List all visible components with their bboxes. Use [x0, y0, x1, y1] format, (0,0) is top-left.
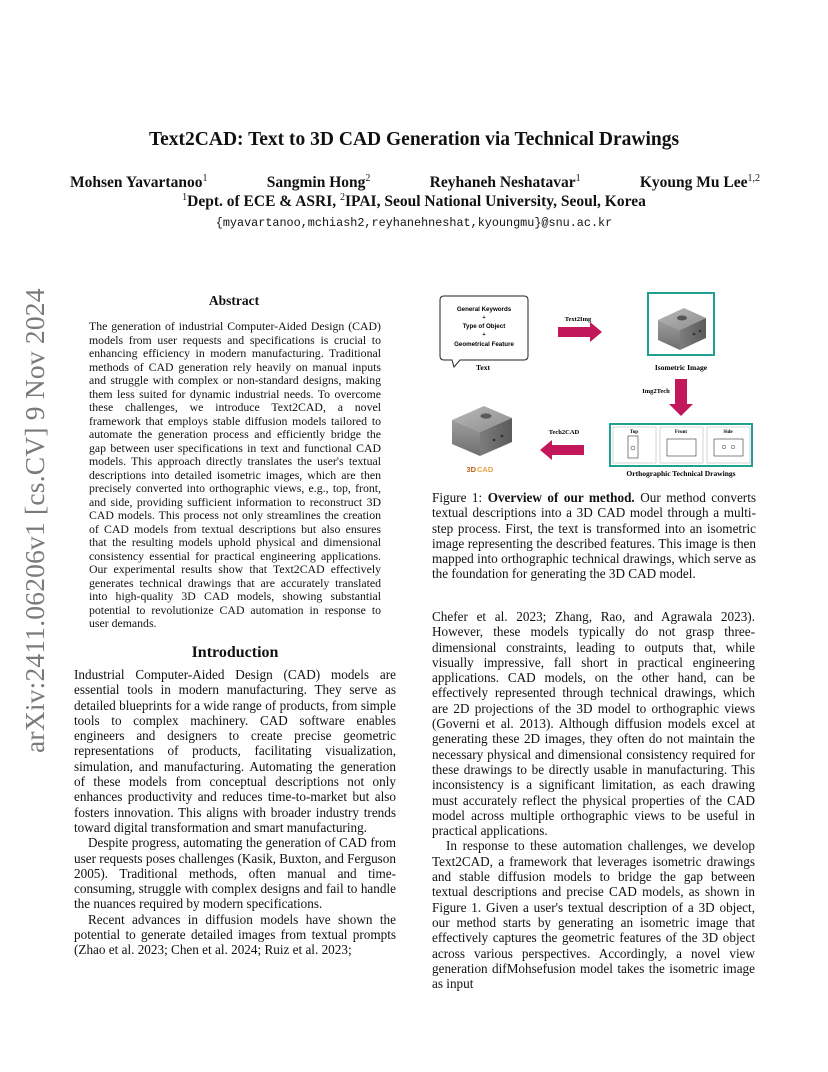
text-label: Text: [476, 363, 490, 372]
paragraph: Chefer et al. 2023; Zhang, Rao, and Agrawala 2023). However, these models typically do not grasp three-dimensional constraints, leading to outputs that, while visually impressive, fall short in practical engineering applications. CAD models, on the other hand, can be effectively represented through technical drawings, which are 2D projections of the 3D model to orthographic views (Governi et al. 2013). Although diffusion models excel at generating these 2D images, they often do not maintain the necessary physical and dimensional consistency required for these drawings to be directly usable in manufacturing. This inconsistency is a significant limitation, as each drawing must accurately reflect the physical properties of the CAD model across multiple orthographic views to be useful in practical applications.: [432, 609, 755, 839]
affiliation: $^1$Dept. of ECE & ASRI, $^2$IPAI, Seoul National University, Seoul, Korea: [182, 192, 646, 211]
introduction-body-right: [432, 609, 755, 991]
left-arrow-icon: [540, 440, 584, 460]
author: Mohsen Yavartanoo$^1$: [70, 173, 208, 192]
bubble-keywords: General Keywords: [456, 306, 512, 313]
author: Sangmin Hong$^2$: [266, 173, 371, 192]
author: Kyoung Mu Lee$^{1,2}$: [639, 173, 760, 192]
paragraph: Despite progress, automating the generation of CAD from user requests poses challenges (Kasik, Buxton, and Ferguson 2005). Traditional methods, often manual and time-consuming, struggle with complex designs and fail to handle the nuances required by modern specifications.: [74, 835, 396, 912]
img2tech-label: Img2Tech: [642, 388, 670, 395]
paragraph: Recent advances in diffusion models have shown the potential to generate detailed images from textual prompts (Zhao et al. 2023; Chen et al. 2024; Ruiz et al. 2023;: [74, 911, 396, 958]
bubble-plus: +: [482, 315, 486, 321]
bubble-feature: Geometrical Feature: [454, 341, 514, 348]
paragraph: In response to these automation challenges, we develop Text2CAD, a framework that leverages isometric drawings and stable diffusion models to bridge the gap between textual descriptions and precise CAD models, as shown in Figure 1. Given a user's textual description of a 3D object, our method starts by generating an isometric image that effectively captures the geometric features of the 3D object across various perspectives. Accordingly, a novel view generation difMohsefusion model takes the isometric image as input: [432, 838, 755, 992]
orthographic-drawings-label: Orthographic Technical Drawings: [626, 469, 736, 478]
bubble-type: Type of Object: [462, 323, 506, 330]
arxiv-identifier-text: arXiv:2411.06206v1 [cs.CV] 9 Nov 2024: [19, 288, 50, 753]
bubble-plus: +: [482, 332, 486, 338]
author-emails: {myavartanoo,mchiash2,reyhanehneshat,kyoungmu}@snu.ac.kr: [215, 216, 613, 230]
introduction-heading: Introduction: [191, 644, 279, 661]
arxiv-identifier: [10, 287, 54, 757]
isometric-image-label: Isometric Image: [654, 363, 708, 372]
right-arrow-icon: [558, 322, 602, 342]
top-view-label: Top: [629, 430, 639, 435]
side-view-label: Side: [723, 430, 733, 435]
paper-title: Text2CAD: Text to 3D CAD Generation via Technical Drawings: [148, 129, 680, 150]
abstract-heading: Abstract: [208, 293, 260, 308]
author-list: [70, 173, 760, 192]
down-arrow-icon: [669, 379, 693, 416]
tech2cad-label: Tech2CAD: [548, 429, 580, 436]
text2img-label: Text2Img: [564, 316, 592, 323]
text-input-bubble: [440, 296, 528, 367]
cad-label-3d: 3D: [466, 465, 476, 474]
figure-1-overview-diagram: [432, 290, 756, 480]
figure-1-caption: Figure 1: Overview of our method. Our method converts textual descriptions into a 3D CAD model through a multi-step process. First, the text is transformed into an isometric image representing the described features. This image is then mapped into orthographic technical drawings, which serve as the foundation for generating the 3D CAD model.: [432, 490, 756, 582]
cad-label-cad: CAD: [477, 465, 494, 474]
front-view-label: Front: [674, 430, 688, 435]
abstract-text: The generation of industrial Computer-Aided Design (CAD) models from user requests and specifications is crucial to enhancing efficiency in modern manufacturing. Traditional methods of CAD generation rely heavily on manual inputs and struggle with complex or non-standard designs, making them less suited for dynamic industrial needs. To overcome these challenges, we introduce Text2CAD, a novel framework that employs stable diffusion models tailored to automate the generation process and efficiently bridge the gap between user specifications in text and functional CAD models. This approach directly translates the user's textual descriptions into detailed isometric images, which are then precisely converted into orthographic views, e.g., top, front, and side, providing sufficient information to reconstruct 3D CAD models. This process not only streamlines the creation of CAD models from textual descriptions but also ensures that the resulting models uphold physical and dimensional consistency essential for practical engineering applications. Our experimental results show that Text2CAD effectively generates technical drawings that are accurately translated into high-quality 3D CAD models, showing substantial potential to revolutionize CAD automation in response to user demands.: [89, 319, 381, 630]
introduction-body-left: [74, 667, 396, 958]
cad-model-icon: [452, 406, 512, 456]
paragraph: Industrial Computer-Aided Design (CAD) models are essential tools in modern manufacturing. They serve as detailed blueprints for a wide range of products, from simple tools to complex machinery. CAD software enables engineers and designers to create precise geometric representations of products, facilitating visualization, simulation, and manufacturing. Automating the generation of these models from conceptual descriptions not only enhances productivity and reduces time-to-market but also fosters innovation. This aligns with broader industry trends toward digital transformation and smart manufacturing.: [74, 667, 396, 835]
author: Reyhaneh Neshatavar$^1$: [429, 173, 581, 192]
